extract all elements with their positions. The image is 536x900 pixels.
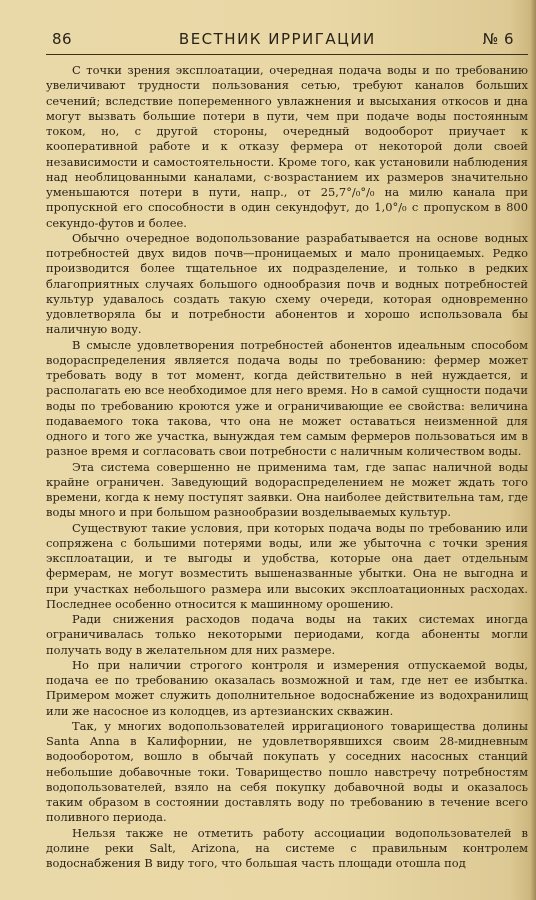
paragraph: Эта система совершенно не применима там, где запас наличной воды крайне ограничен. Заведующий водораспределением не может ждать того времени, когда к нему поступят заявки. Она наиболее действительна там, где воды много и при большом разнообразии возделываемых культур.: [46, 459, 528, 520]
page-number: 86: [52, 30, 73, 48]
page-edge-shadow: [530, 0, 536, 900]
paragraph: В смысле удовлетворения потребностей абонентов идеальным способом водораспределения является подача воды по требованию: фермер может требовать воду в тот момент, когда действительно в ней нуждается, и располагать ею все необходимое для него время. Но в самой сущности подачи воды по требованию кроются уже и ограничивающие ее свойства: величина подаваемого тока такова, что она не может оставаться неизменной для одного и того же участка, вынуждая тем самым фермеров пользоваться им в разное время и согласовать свои потребности с наличным количеством воды.: [46, 337, 528, 459]
paragraph: Существуют такие условия, при которых подача воды по требованию или сопряжена с большими потерями воды, или же убыточна с точки зрения эксплоатации, и те выгоды и удобства, которые она дает отдельным фермерам, не могут возместить вышеназванные убытки. Она не выгодна и при участках небольшого размера или высоких эксплоатационных расходах. Последнее особенно относится к машинному орошению.: [46, 520, 528, 611]
paragraph: Но при наличии строгого контроля и измерения отпускаемой воды, подача ее по требованию оказалась возможной и там, где нет ее избытка. Примером может служить дополнительное водоснабжение из водохранилищ или же насосное из колодцев, из артезианских скважин.: [46, 657, 528, 718]
paragraph: Обычно очередное водопользование разрабатывается на основе водных потребностей двух видов почв—проницаемых и мало проницаемых. Редко производится более тщательное их подразделение, и только в редких благоприятных случаях большого однообразия почв и водных потребностей культур удавалось создать такую схему очереди, которая одновременно удовлетворяла бы и потребности абонентов и хорошо использовала бы наличную воду.: [46, 230, 528, 337]
paragraph: Так, у многих водопользователей ирригационого товарищества долины Santa Anna в Калифорнии, не удовлетворявшихся своим 28-мидневным водооборотом, вошло в обычай покупать у соседних насосных станций небольшие добавочные токи. Товарищество пошло навстречу потребностям водопользователей, взяло на себя покупку добавочной воды и оказалось таким образом в состоянии доставлять воду по требованию в течение всего поливного периода.: [46, 718, 528, 825]
issue-number: № 6: [482, 30, 514, 48]
header-rule: [46, 54, 528, 55]
paragraph: Ради снижения расходов подача воды на таких системах иногда ограничивалась только некоторыми периодами, когда абоненты могли получать воду в желательном для них размере.: [46, 612, 528, 657]
paragraph: Нельзя также не отметить работу ассоциации водопользователей в долине реки Salt, Arizona, на системе с правильным контролем водоснабжения В виду того, что большая часть площади отошла под: [46, 825, 528, 870]
running-header: [46, 30, 528, 52]
paragraph: С точки зрения эксплоатации, очередная подача воды и по требованию увеличивают трудности пользования сетью, требуют каналов больших сечений; вследствие попеременного увлажнения и высыхания откосов и дна могут вызвать большие потери в пути, чем при подаче воды постоянным током, но, с другой стороны, очередный водооборот приучает к кооперативной работе и к отказу фермера от некоторой доли своей независимости и самостоятельности. Кроме того, как установили наблюдения над необлицованными каналами, с·возрастанием их размеров значительно уменьшаются потери в пути, напр., от 25,7°/₀°/₀ на милю канала при пропускной его способности в один секундофут, до 1,0°/₀ с пропуском в 800 секундо-футов и более.: [46, 63, 528, 230]
article-body: [46, 63, 528, 871]
journal-title: ВЕСТНИК ИРРИГАЦИИ: [178, 30, 376, 48]
